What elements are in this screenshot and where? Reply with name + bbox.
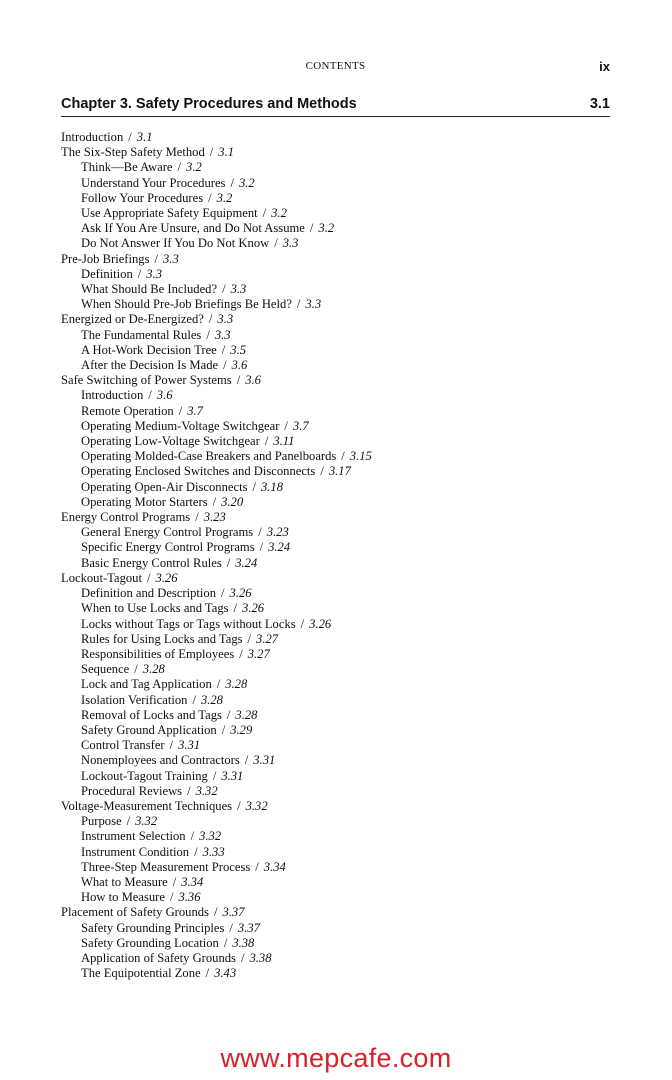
- toc-separator: /: [244, 753, 249, 768]
- toc-separator: /: [209, 145, 214, 160]
- toc-separator: /: [223, 935, 228, 950]
- toc-entry-title: Introduction: [61, 130, 124, 144]
- toc-entry-title: Introduction: [81, 388, 144, 403]
- toc-entry-title: Think—Be Aware: [81, 160, 173, 175]
- toc-separator: /: [226, 707, 231, 722]
- toc-entry-title: How to Measure: [81, 890, 165, 905]
- toc-entry-title: General Energy Control Programs: [81, 525, 254, 540]
- toc-entry: [61, 586, 621, 601]
- toc-entry-page: 3.18: [260, 479, 284, 494]
- chapter-page: 3.1: [589, 96, 610, 112]
- toc-entry-page: 3.2: [238, 175, 255, 190]
- toc-separator: /: [177, 160, 182, 175]
- toc-separator: /: [247, 631, 252, 646]
- toc-entry: [61, 829, 621, 844]
- toc-separator: /: [208, 190, 212, 205]
- toc-entry-page: 3.23: [203, 510, 226, 525]
- toc-entry-page: 3.34: [181, 874, 204, 889]
- toc-entry-title: Locks without Tags or Tags without Locks: [81, 616, 296, 631]
- toc-entry-page: 3.36: [178, 890, 201, 905]
- toc-entry: [61, 419, 621, 434]
- toc-separator: /: [341, 449, 345, 464]
- toc-entry: [61, 495, 621, 510]
- toc-entry-page: 3.26: [309, 616, 332, 631]
- toc-entry: [61, 282, 621, 297]
- toc-entry: [61, 784, 621, 799]
- toc-entry: [61, 434, 621, 449]
- toc-entry-page: 3.6: [156, 388, 173, 403]
- toc-entry-page: 3.3: [163, 251, 179, 266]
- toc-entry-title: Placement of Safety Grounds: [61, 905, 209, 920]
- toc-entry: [61, 845, 621, 860]
- toc-separator: /: [148, 388, 152, 403]
- toc-entry-title: Energized or De-Energized?: [61, 312, 204, 327]
- toc-entry-title: Lock and Tag Application: [81, 677, 212, 692]
- toc-entry-page: 3.24: [235, 555, 258, 570]
- toc-separator: /: [239, 646, 243, 661]
- toc-entry-page: 3.32: [245, 798, 268, 813]
- toc-entry-title: What to Measure: [81, 874, 168, 889]
- toc-separator: /: [178, 403, 183, 418]
- toc-separator: /: [172, 874, 177, 889]
- toc-entry-title: Pre-Job Briefings: [61, 251, 150, 266]
- toc-separator: /: [320, 464, 324, 479]
- toc-entry-title: Follow Your Procedures: [81, 190, 204, 205]
- toc-entry-page: 3.7: [292, 418, 309, 433]
- toc-separator: /: [192, 692, 196, 707]
- toc-entry: [61, 951, 621, 966]
- toc-entry-title: Lockout-Tagout Training: [81, 768, 208, 783]
- toc-entry-page: 3.11: [273, 434, 295, 449]
- toc-separator: /: [233, 601, 238, 616]
- toc-separator: /: [208, 312, 213, 327]
- toc-entry: [61, 708, 621, 723]
- toc-entry: [61, 966, 621, 981]
- toc-entry-title: Basic Energy Control Rules: [81, 555, 222, 570]
- toc-separator: /: [134, 662, 138, 677]
- toc-entry-page: 3.28: [200, 692, 223, 707]
- toc-entry: [61, 206, 621, 221]
- toc-entry-page: 3.20: [221, 494, 244, 509]
- toc-entry: [61, 936, 621, 951]
- toc-separator: /: [126, 814, 131, 829]
- toc-entry-page: 3.17: [328, 464, 351, 479]
- toc-separator: /: [195, 510, 199, 525]
- toc-entry-page: 3.26: [229, 586, 252, 601]
- toc-entry-page: 3.32: [135, 814, 158, 829]
- toc-entry-page: 3.28: [225, 677, 248, 692]
- toc-entry-page: 3.28: [235, 707, 258, 722]
- toc-entry: [61, 358, 621, 373]
- toc-entry-title: Definition: [81, 266, 133, 281]
- toc-entry: [61, 480, 621, 495]
- toc-entry-page: 3.27: [256, 631, 279, 646]
- toc-entry-page: 3.3: [230, 282, 247, 297]
- toc-list: [61, 130, 621, 981]
- toc-entry-title: After the Decision Is Made: [81, 358, 219, 373]
- toc-separator: /: [146, 570, 151, 585]
- toc-entry-page: 3.2: [216, 190, 233, 205]
- toc-entry-page: 3.2: [271, 206, 287, 221]
- toc-entry-title: Safety Ground Application: [81, 722, 217, 737]
- toc-separator: /: [128, 130, 132, 144]
- toc-entry: [61, 449, 621, 464]
- toc-entry-title: Application of Safety Grounds: [81, 950, 236, 965]
- toc-entry-title: A Hot-Work Decision Tree: [81, 342, 217, 357]
- toc-entry-page: 3.3: [305, 297, 322, 312]
- toc-entry: [61, 312, 621, 327]
- toc-entry: [61, 130, 621, 145]
- toc-separator: /: [194, 844, 198, 859]
- toc-entry-page: 3.28: [142, 662, 165, 677]
- toc-entry-title: Responsibilities of Employees: [81, 646, 235, 661]
- toc-entry-title: The Equipotential Zone: [81, 966, 201, 981]
- toc-separator: /: [221, 586, 225, 601]
- toc-entry-page: 3.37: [222, 905, 245, 920]
- toc-entry-title: What Should Be Included?: [81, 282, 218, 297]
- toc-entry: [61, 860, 621, 875]
- toc-entry: [61, 905, 621, 920]
- toc-entry-title: Operating Molded-Case Breakers and Panelboards: [81, 449, 337, 464]
- toc-entry-page: 3.2: [318, 221, 335, 236]
- toc-entry-title: Operating Enclosed Switches and Disconnects: [81, 464, 316, 479]
- toc-entry-title: Nonemployees and Contractors: [81, 753, 240, 768]
- toc-entry-page: 3.24: [268, 540, 291, 555]
- toc-entry-page: 3.6: [245, 373, 261, 388]
- toc-entry: [61, 388, 621, 403]
- toc-entry-page: 3.31: [253, 753, 276, 768]
- toc-entry: [61, 540, 621, 555]
- toc-entry-title: Voltage-Measurement Techniques: [61, 798, 233, 813]
- toc-separator: /: [236, 373, 241, 388]
- toc-entry: [61, 221, 621, 236]
- toc-entry-title: The Fundamental Rules: [81, 327, 202, 342]
- toc-entry-title: Control Transfer: [81, 738, 165, 753]
- toc-separator: /: [264, 434, 269, 449]
- toc-entry: [61, 252, 621, 267]
- toc-separator: /: [190, 829, 195, 844]
- toc-entry-page: 3.6: [231, 358, 248, 373]
- toc-separator: /: [229, 920, 233, 935]
- toc-entry-page: 3.3: [146, 266, 163, 281]
- toc-separator: /: [213, 905, 218, 920]
- toc-entry-page: 3.32: [199, 829, 222, 844]
- toc-entry: [61, 753, 621, 768]
- toc-entry-page: 3.5: [230, 342, 247, 357]
- toc-entry-title: Use Appropriate Safety Equipment: [81, 206, 258, 221]
- toc-entry: [61, 769, 621, 784]
- toc-entry-title: Removal of Locks and Tags: [81, 707, 222, 722]
- toc-entry-page: 3.27: [247, 646, 270, 661]
- toc-entry: [61, 510, 621, 525]
- toc-entry-page: 3.23: [266, 525, 289, 540]
- toc-entry: [61, 328, 621, 343]
- toc-entry: [61, 738, 621, 753]
- toc-separator: /: [284, 418, 288, 433]
- toc-entry-title: When Should Pre-Job Briefings Be Held?: [81, 297, 292, 312]
- toc-entry-title: Sequence: [81, 662, 130, 677]
- toc-entry-title: Isolation Verification: [81, 692, 188, 707]
- toc-separator: /: [169, 890, 174, 905]
- toc-entry-page: 3.1: [218, 145, 235, 160]
- toc-separator: /: [187, 783, 191, 798]
- toc-entry: [61, 556, 621, 571]
- toc-entry-page: 3.29: [230, 722, 253, 737]
- toc-entry: [61, 647, 621, 662]
- toc-entry-title: Energy Control Programs: [61, 510, 191, 525]
- toc-entry: [61, 160, 621, 175]
- toc-entry: [61, 890, 621, 905]
- toc-separator: /: [222, 282, 226, 297]
- toc-separator: /: [255, 859, 259, 874]
- toc-entry-title: Understand Your Procedures: [81, 175, 226, 190]
- toc-entry: [61, 677, 621, 692]
- toc-separator: /: [237, 798, 241, 813]
- toc-separator: /: [240, 950, 245, 965]
- toc-entry-title: Do Not Answer If You Do Not Know: [81, 236, 270, 251]
- toc-entry: [61, 799, 621, 814]
- toc-entry: [61, 875, 621, 890]
- toc-entry-page: 3.26: [242, 601, 265, 616]
- toc-entry-page: 3.31: [221, 768, 244, 783]
- chapter-title: Chapter 3. Safety Procedures and Methods: [61, 96, 357, 112]
- running-title: CONTENTS: [305, 60, 366, 72]
- toc-entry: [61, 601, 621, 616]
- toc-entry: [61, 617, 621, 632]
- toc-separator: /: [259, 540, 264, 555]
- toc-entry: [61, 191, 621, 206]
- toc-entry-page: 3.43: [214, 966, 237, 981]
- toc-entry: [61, 571, 621, 586]
- toc-entry-title: Operating Low-Voltage Switchgear: [81, 434, 260, 449]
- toc-entry-title: Lockout-Tagout: [61, 570, 142, 585]
- toc-entry-title: Safety Grounding Principles: [81, 920, 225, 935]
- toc-entry-title: When to Use Locks and Tags: [81, 601, 229, 616]
- chapter-heading: [61, 96, 610, 116]
- toc-entry-title: Safety Grounding Location: [81, 935, 219, 950]
- toc-entry: [61, 632, 621, 647]
- toc-entry-title: Ask If You Are Unsure, and Do Not Assume: [81, 221, 305, 236]
- toc-entry: [61, 404, 621, 419]
- toc-entry-page: 3.3: [217, 312, 234, 327]
- toc-entry-title: Procedural Reviews: [81, 783, 183, 798]
- toc-separator: /: [300, 616, 305, 631]
- toc-separator: /: [169, 738, 174, 753]
- toc-entry-page: 3.15: [349, 449, 372, 464]
- running-head: [61, 60, 610, 76]
- toc-entry: [61, 267, 621, 282]
- toc-entry-page: 3.38: [232, 935, 255, 950]
- toc-separator: /: [212, 768, 217, 783]
- toc-entry-page: 3.32: [195, 783, 218, 798]
- toc-entry-title: Operating Medium-Voltage Switchgear: [81, 418, 280, 433]
- toc-separator: /: [223, 358, 227, 373]
- toc-entry: [61, 693, 621, 708]
- toc-entry-page: 3.3: [282, 236, 299, 251]
- toc-separator: /: [262, 206, 267, 221]
- toc-entry-title: Remote Operation: [81, 403, 174, 418]
- toc-entry: [61, 723, 621, 738]
- toc-separator: /: [212, 494, 217, 509]
- toc-entry-title: Specific Energy Control Programs: [81, 540, 255, 555]
- toc-entry: [61, 814, 621, 829]
- toc-entry-page: 3.31: [178, 738, 201, 753]
- toc-separator: /: [309, 221, 314, 236]
- toc-entry-title: Instrument Selection: [81, 829, 186, 844]
- toc-entry-page: 3.7: [187, 403, 203, 418]
- toc-separator: /: [258, 525, 262, 540]
- toc-entry-title: Rules for Using Locks and Tags: [81, 631, 243, 646]
- toc-separator: /: [154, 251, 158, 266]
- toc-entry-title: Three-Step Measurement Process: [81, 859, 251, 874]
- toc-entry-page: 3.3: [214, 327, 231, 342]
- toc-separator: /: [221, 722, 226, 737]
- toc-separator: /: [206, 327, 210, 342]
- toc-separator: /: [216, 677, 221, 692]
- toc-entry-page: 3.38: [249, 950, 272, 965]
- toc-entry-page: 3.34: [263, 859, 286, 874]
- toc-separator: /: [230, 175, 234, 190]
- toc-separator: /: [226, 555, 231, 570]
- watermark: www.mepcafe.com: [220, 1043, 452, 1073]
- toc-entry-page: 3.33: [202, 844, 225, 859]
- toc-entry-page: 3.37: [237, 920, 260, 935]
- toc-entry-title: The Six-Step Safety Method: [61, 145, 205, 160]
- toc-separator: /: [221, 342, 226, 357]
- toc-entry-page: 3.26: [155, 570, 178, 585]
- toc-entry-title: Safe Switching of Power Systems: [61, 373, 232, 388]
- toc-entry-title: Operating Motor Starters: [81, 494, 208, 509]
- toc-entry: [61, 145, 621, 160]
- toc-entry: [61, 343, 621, 358]
- toc-entry: [61, 921, 621, 936]
- toc-entry-title: Operating Open-Air Disconnects: [81, 479, 248, 494]
- toc-entry: [61, 297, 621, 312]
- toc-entry-title: Purpose: [81, 814, 122, 829]
- toc-entry-title: Definition and Description: [81, 586, 217, 601]
- toc-entry-title: Instrument Condition: [81, 844, 190, 859]
- toc-separator: /: [252, 479, 256, 494]
- page-number: ix: [599, 59, 610, 74]
- toc-entry: [61, 236, 621, 251]
- toc-separator: /: [274, 236, 278, 251]
- toc-separator: /: [296, 297, 301, 312]
- toc-entry: [61, 525, 621, 540]
- toc-entry: [61, 464, 621, 479]
- toc-entry-page: 3.2: [186, 160, 202, 175]
- toc-entry: [61, 662, 621, 677]
- toc-separator: /: [137, 266, 142, 281]
- chapter-rule: [61, 116, 610, 117]
- toc-entry-page: 3.1: [136, 130, 153, 144]
- toc-entry: [61, 373, 621, 388]
- toc-entry: [61, 176, 621, 191]
- toc-separator: /: [205, 966, 210, 981]
